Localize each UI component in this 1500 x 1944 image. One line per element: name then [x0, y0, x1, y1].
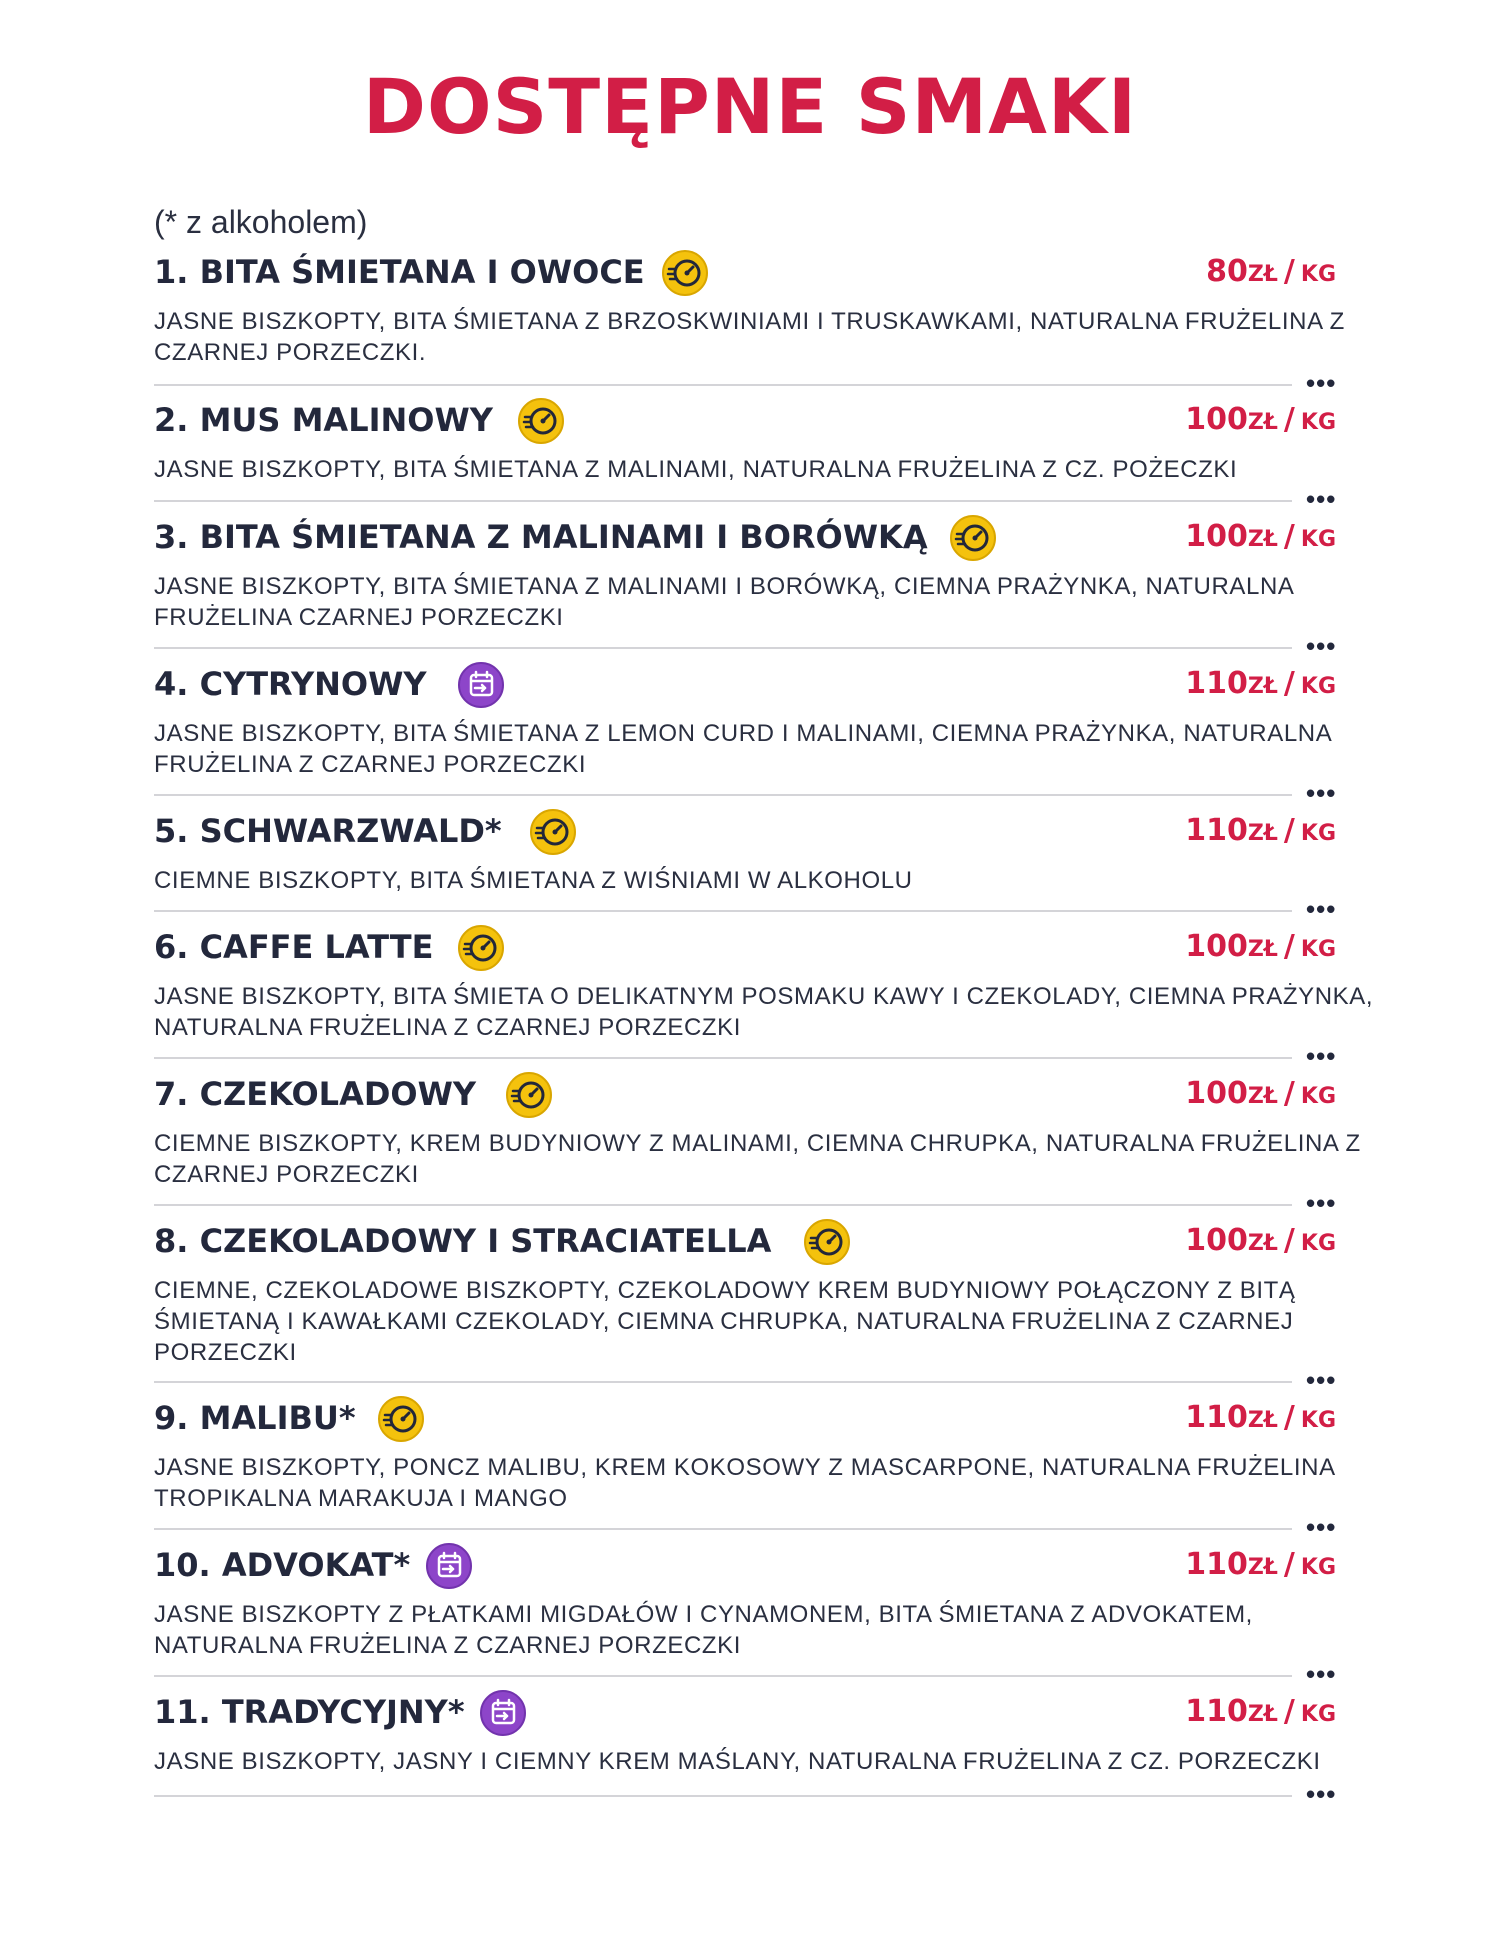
- item-price: [1206, 252, 1336, 296]
- item-price: [1185, 1221, 1336, 1265]
- item-divider: [154, 1675, 1292, 1677]
- price-currency: ZŁ: [1247, 262, 1278, 287]
- price-currency: ZŁ: [1247, 1231, 1278, 1256]
- more-dots-icon: •••: [1306, 368, 1337, 398]
- page-title: DOSTĘPNE SMAKI: [362, 62, 1138, 151]
- price-currency: ZŁ: [1247, 1702, 1278, 1727]
- more-dots-icon: •••: [1306, 1365, 1337, 1395]
- item-divider: [154, 384, 1292, 386]
- more-dots-icon: •••: [1306, 1779, 1337, 1809]
- price-separator: /: [1283, 254, 1295, 289]
- alcohol-note: (* z alkoholem): [154, 204, 368, 240]
- item-description: JASNE BISZKOPTY, JASNY I CIEMNY KREM MAŚLANY, NATURALNA FRUŻELINA Z CZ. PORZECZKI: [154, 1748, 1321, 1775]
- item-name: 11. TRADYCYJNY*: [154, 1693, 465, 1731]
- price-separator: /: [1283, 1547, 1295, 1582]
- price-unit: KG: [1300, 1231, 1336, 1256]
- item-divider: [154, 1528, 1292, 1530]
- price-amount: 100: [1185, 402, 1248, 437]
- price-amount: 110: [1185, 813, 1248, 848]
- speedometer-icon: [662, 250, 708, 296]
- price-unit: KG: [1300, 1408, 1336, 1433]
- price-separator: /: [1283, 519, 1295, 554]
- price-currency: ZŁ: [1247, 937, 1278, 962]
- calendar-icon: [426, 1543, 472, 1589]
- price-unit: KG: [1300, 1702, 1336, 1727]
- price-unit: KG: [1300, 937, 1336, 962]
- price-amount: 80: [1206, 254, 1248, 289]
- item-price: [1185, 1545, 1336, 1589]
- item-divider: [154, 1204, 1292, 1206]
- more-dots-icon: •••: [1306, 1188, 1337, 1218]
- item-description: CIEMNE, CZEKOLADOWE BISZKOPTY, CZEKOLADOWY KREM BUDYNIOWY POŁĄCZONY Z BITĄ ŚMIETANĄ I KAWAŁKAMI CZEKOLADY, CIEMNA CHRUPKA, NATURALNA FRUŻELINA Z CZARNEJ PORZECZKI: [154, 1277, 1296, 1366]
- item-price: [1185, 400, 1336, 444]
- more-dots-icon: •••: [1306, 894, 1337, 924]
- item-name: 5. SCHWARZWALD*: [154, 812, 502, 850]
- price-amount: 100: [1185, 1223, 1248, 1258]
- item-price: [1185, 1398, 1336, 1442]
- item-divider: [154, 794, 1292, 796]
- item-divider: [154, 1795, 1292, 1797]
- price-amount: 110: [1185, 1547, 1248, 1582]
- item-name: 2. MUS MALINOWY: [154, 401, 493, 439]
- price-separator: /: [1283, 1694, 1295, 1729]
- item-price: [1185, 1074, 1336, 1118]
- price-currency: ZŁ: [1247, 1555, 1278, 1580]
- item-description: JASNE BISZKOPTY, BITA ŚMIETANA Z LEMON CURD I MALINAMI, CIEMNA PRAŻYNKA, NATURALNA FRUŻELINA Z CZARNEJ PORZECZKI: [154, 720, 1331, 778]
- item-description: CIEMNE BISZKOPTY, KREM BUDYNIOWY Z MALINAMI, CIEMNA CHRUPKA, NATURALNA FRUŻELINA Z CZARNEJ PORZECZKI: [154, 1130, 1361, 1188]
- price-separator: /: [1283, 402, 1295, 437]
- price-amount: 110: [1185, 1400, 1248, 1435]
- price-amount: 110: [1185, 1694, 1248, 1729]
- price-currency: ZŁ: [1247, 1084, 1278, 1109]
- item-price: [1185, 517, 1336, 561]
- item-name: 4. CYTRYNOWY: [154, 665, 427, 703]
- price-unit: KG: [1300, 527, 1336, 552]
- price-currency: ZŁ: [1247, 821, 1278, 846]
- price-amount: 100: [1185, 1076, 1248, 1111]
- more-dots-icon: •••: [1306, 778, 1337, 808]
- speedometer-icon: [506, 1072, 552, 1118]
- item-divider: [154, 910, 1292, 912]
- item-name: 10. ADVOKAT*: [154, 1546, 411, 1584]
- item-description: JASNE BISZKOPTY, PONCZ MALIBU, KREM KOKOSOWY Z MASCARPONE, NATURALNA FRUŻELINA TROPIKALNA MARAKUJA I MANGO: [154, 1454, 1335, 1512]
- item-description: JASNE BISZKOPTY, BITA ŚMIETA O DELIKATNYM POSMAKU KAWY I CZEKOLADY, CIEMNA PRAŻYNKA, NATURALNA FRUŻELINA Z CZARNEJ PORZECZKI: [154, 983, 1374, 1041]
- price-unit: KG: [1300, 674, 1336, 699]
- more-dots-icon: •••: [1306, 1512, 1337, 1542]
- speedometer-icon: [518, 398, 564, 444]
- price-separator: /: [1283, 1076, 1295, 1111]
- item-description: JASNE BISZKOPTY, BITA ŚMIETANA Z BRZOSKWINIAMI I TRUSKAWKAMI, NATURALNA FRUŻELINA Z CZARNEJ PORZECZKI.: [154, 308, 1345, 366]
- speedometer-icon: [378, 1396, 424, 1442]
- speedometer-icon: [530, 809, 576, 855]
- price-unit: KG: [1300, 262, 1336, 287]
- item-name: 9. MALIBU*: [154, 1399, 356, 1437]
- price-unit: KG: [1300, 410, 1336, 435]
- price-unit: KG: [1300, 821, 1336, 846]
- price-currency: ZŁ: [1247, 527, 1278, 552]
- calendar-icon: [480, 1690, 526, 1736]
- speedometer-icon: [458, 925, 504, 971]
- price-currency: ZŁ: [1247, 410, 1278, 435]
- item-description: JASNE BISZKOPTY Z PŁATKAMI MIGDAŁÓW I CYNAMONEM, BITA ŚMIETANA Z ADVOKATEM, NATURALNA FRUŻELINA Z CZARNEJ PORZECZKI: [154, 1601, 1253, 1659]
- price-separator: /: [1283, 666, 1295, 701]
- item-name: 3. BITA ŚMIETANA Z MALINAMI I BORÓWKĄ: [154, 518, 928, 556]
- more-dots-icon: •••: [1306, 1659, 1337, 1689]
- item-price: [1185, 1692, 1336, 1736]
- price-separator: /: [1283, 1223, 1295, 1258]
- price-currency: ZŁ: [1247, 1408, 1278, 1433]
- more-dots-icon: •••: [1306, 631, 1337, 661]
- item-divider: [154, 1057, 1292, 1059]
- item-description: JASNE BISZKOPTY, BITA ŚMIETANA Z MALINAMI I BORÓWKĄ, CIEMNA PRAŻYNKA, NATURALNA FRUŻELINA CZARNEJ PORZECZKI: [154, 573, 1294, 631]
- price-currency: ZŁ: [1247, 674, 1278, 699]
- item-name: 7. CZEKOLADOWY: [154, 1075, 477, 1113]
- item-name: 6. CAFFE LATTE: [154, 928, 434, 966]
- price-separator: /: [1283, 813, 1295, 848]
- price-amount: 110: [1185, 666, 1248, 701]
- item-divider: [154, 1381, 1292, 1383]
- speedometer-icon: [804, 1219, 850, 1265]
- item-name: 1. BITA ŚMIETANA I OWOCE: [154, 253, 645, 291]
- item-price: [1185, 811, 1336, 855]
- price-separator: /: [1283, 929, 1295, 964]
- item-price: [1185, 664, 1336, 708]
- speedometer-icon: [950, 515, 996, 561]
- price-separator: /: [1283, 1400, 1295, 1435]
- price-amount: 100: [1185, 519, 1248, 554]
- item-divider: [154, 647, 1292, 649]
- price-unit: KG: [1300, 1555, 1336, 1580]
- more-dots-icon: •••: [1306, 484, 1337, 514]
- more-dots-icon: •••: [1306, 1041, 1337, 1071]
- item-description: JASNE BISZKOPTY, BITA ŚMIETANA Z MALINAMI, NATURALNA FRUŻELINA Z CZ. POŻECZKI: [154, 456, 1238, 483]
- item-name: 8. CZEKOLADOWY I STRACIATELLA: [154, 1222, 772, 1260]
- item-description: CIEMNE BISZKOPTY, BITA ŚMIETANA Z WIŚNIAMI W ALKOHOLU: [154, 867, 913, 894]
- price-amount: 100: [1185, 929, 1248, 964]
- item-divider: [154, 500, 1292, 502]
- item-price: [1185, 927, 1336, 971]
- calendar-icon: [458, 662, 504, 708]
- price-unit: KG: [1300, 1084, 1336, 1109]
